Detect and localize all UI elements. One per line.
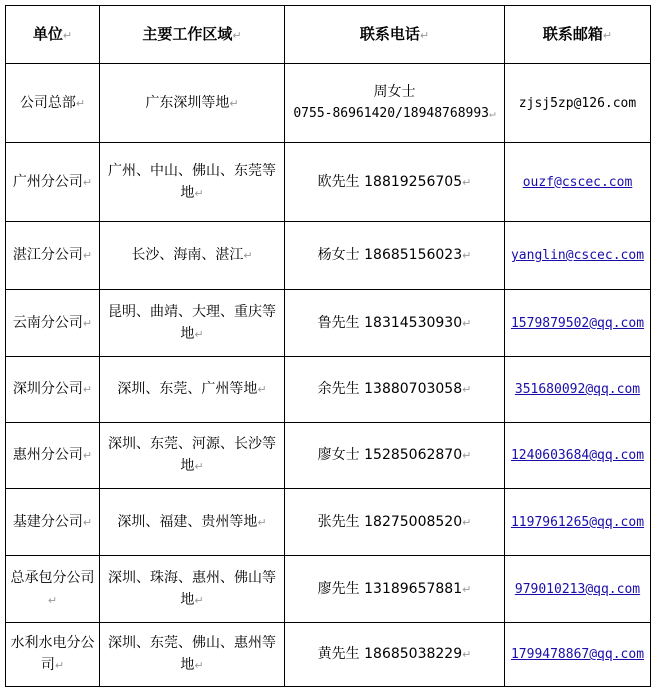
phone-cell xyxy=(285,357,505,423)
email-cell xyxy=(505,357,651,423)
contact-name: 杨女士 xyxy=(317,247,360,263)
paragraph-mark-icon: ↵ xyxy=(47,593,58,607)
phone-number: 18685156023 xyxy=(364,247,463,263)
paragraph-mark-icon: ↵ xyxy=(257,515,267,529)
table-row xyxy=(6,222,651,290)
email-text: zjsj5zp@126.com xyxy=(518,95,637,111)
unit-name: 湛江分公司 xyxy=(12,247,83,263)
paragraph-mark-icon: ↵ xyxy=(462,515,472,529)
area-cell xyxy=(100,489,285,556)
table-row xyxy=(6,357,651,423)
area-cell xyxy=(100,290,285,357)
phone-cell xyxy=(285,489,505,556)
contact-name: 张先生 xyxy=(317,513,360,530)
email-link[interactable]: 351680092@qq.com xyxy=(514,382,641,397)
area-text: 昆明、曲靖、大理、重庆等地 xyxy=(108,303,276,342)
header-email-label: 联系邮箱 xyxy=(542,24,603,43)
area-text: 深圳、珠海、惠州、佛山等地 xyxy=(108,569,276,608)
paragraph-mark-icon: ↵ xyxy=(82,515,93,529)
email-link[interactable]: ouzf@cscec.com xyxy=(522,174,633,190)
paragraph-mark-icon: ↵ xyxy=(82,249,93,262)
paragraph-mark-icon: ↵ xyxy=(82,175,93,189)
unit-name: 广州分公司 xyxy=(12,173,83,190)
unit-cell xyxy=(6,357,100,423)
phone-cell xyxy=(285,623,505,687)
paragraph-mark-icon: ↵ xyxy=(257,383,267,396)
unit-cell xyxy=(6,623,100,687)
paragraph-mark-icon: ↵ xyxy=(232,28,242,42)
unit-cell xyxy=(6,556,100,623)
header-row xyxy=(6,6,651,64)
paragraph-mark-icon: ↵ xyxy=(462,449,472,462)
unit-cell xyxy=(6,489,100,556)
header-unit xyxy=(6,6,100,64)
phone-number: 18819256705 xyxy=(364,173,463,190)
table-row xyxy=(6,489,651,556)
paragraph-mark-icon: ↵ xyxy=(602,28,613,42)
paragraph-mark-icon: ↵ xyxy=(229,96,239,110)
email-link[interactable]: 979010213@qq.com xyxy=(514,581,641,597)
phone-cell xyxy=(285,290,505,357)
email-link[interactable]: 1579879502@qq.com xyxy=(510,315,645,331)
paragraph-mark-icon: ↵ xyxy=(194,593,204,607)
unit-cell xyxy=(6,222,100,290)
contact-table-container xyxy=(5,5,651,687)
paragraph-mark-icon: ↵ xyxy=(462,249,472,262)
contact-name: 鲁先生 xyxy=(317,314,360,331)
header-email xyxy=(505,6,651,64)
paragraph-mark-icon: ↵ xyxy=(82,316,93,330)
table-row xyxy=(6,423,651,489)
email-cell xyxy=(505,143,651,222)
contact-name: 廖先生 xyxy=(317,580,360,597)
paragraph-mark-icon: ↵ xyxy=(462,383,472,396)
paragraph-mark-icon: ↵ xyxy=(194,186,204,200)
area-text: 长沙、海南、湛江 xyxy=(131,247,244,263)
unit-name: 总承包分公司 xyxy=(10,569,95,586)
area-cell xyxy=(100,222,285,290)
area-cell xyxy=(100,623,285,687)
contact-name: 廖女士 xyxy=(317,447,360,463)
phone-number: 18275008520 xyxy=(364,513,463,530)
area-text: 广东深圳等地 xyxy=(145,94,230,111)
table-row xyxy=(6,556,651,623)
paragraph-mark-icon: ↵ xyxy=(462,582,472,596)
contact-name: 黄先生 xyxy=(317,646,360,662)
phone-number: 13880703058 xyxy=(364,381,463,397)
header-area-label: 主要工作区域 xyxy=(142,24,233,43)
phone-cell xyxy=(285,143,505,222)
email-link[interactable]: yanglin@cscec.com xyxy=(510,248,645,263)
area-text: 深圳、福建、贵州等地 xyxy=(117,513,258,530)
phone-number: 13189657881 xyxy=(364,580,463,597)
unit-cell xyxy=(6,423,100,489)
phone-cell xyxy=(285,556,505,623)
area-text: 深圳、东莞、佛山、惠州等地 xyxy=(108,635,276,673)
paragraph-mark-icon: ↵ xyxy=(82,449,93,462)
table-row xyxy=(6,290,651,357)
unit-name: 云南分公司 xyxy=(12,314,83,331)
contact-table xyxy=(5,5,651,687)
paragraph-mark-icon: ↵ xyxy=(75,96,86,110)
unit-cell xyxy=(6,290,100,357)
email-cell xyxy=(505,623,651,687)
area-cell xyxy=(100,64,285,143)
email-link[interactable]: 1799478867@qq.com xyxy=(510,647,645,662)
area-text: 深圳、东莞、河源、长沙等地 xyxy=(108,436,276,474)
area-text: 广州、中山、佛山、东莞等地 xyxy=(108,162,276,201)
area-cell xyxy=(100,423,285,489)
paragraph-mark-icon: ↵ xyxy=(462,175,472,189)
table-row xyxy=(6,143,651,222)
unit-name: 基建分公司 xyxy=(12,513,83,530)
email-link[interactable]: 1240603684@qq.com xyxy=(510,448,645,463)
paragraph-mark-icon: ↵ xyxy=(462,648,472,661)
email-cell xyxy=(505,423,651,489)
email-cell xyxy=(505,290,651,357)
unit-cell xyxy=(6,64,100,143)
area-cell xyxy=(100,357,285,423)
unit-cell xyxy=(6,143,100,222)
unit-name: 深圳分公司 xyxy=(12,381,83,397)
phone-number: 18314530930 xyxy=(364,314,463,331)
table-row xyxy=(6,64,651,143)
phone-number: 15285062870 xyxy=(364,447,463,463)
header-phone-label: 联系电话 xyxy=(359,24,420,43)
email-link[interactable]: 1197961265@qq.com xyxy=(510,514,645,530)
unit-name: 惠州分公司 xyxy=(12,447,83,463)
table-row xyxy=(6,623,651,687)
email-cell xyxy=(505,489,651,556)
area-text: 深圳、东莞、广州等地 xyxy=(117,381,258,397)
email-cell xyxy=(505,64,651,143)
paragraph-mark-icon: ↵ xyxy=(243,249,253,262)
unit-name: 水利水电分公司 xyxy=(10,635,95,673)
area-cell xyxy=(100,143,285,222)
contact-name: 周女士 xyxy=(373,84,416,100)
paragraph-mark-icon: ↵ xyxy=(194,460,204,473)
phone-number: 0755-86961420/18948768993 xyxy=(293,106,490,121)
contact-name: 欧先生 xyxy=(317,173,360,190)
phone-cell xyxy=(285,64,505,143)
paragraph-mark-icon: ↵ xyxy=(489,107,496,120)
header-phone xyxy=(285,6,505,64)
paragraph-mark-icon: ↵ xyxy=(462,316,472,330)
email-cell xyxy=(505,222,651,290)
area-cell xyxy=(100,556,285,623)
unit-name: 公司总部 xyxy=(19,94,76,111)
phone-cell xyxy=(285,222,505,290)
phone-cell xyxy=(285,423,505,489)
paragraph-mark-icon: ↵ xyxy=(62,28,73,42)
paragraph-mark-icon: ↵ xyxy=(194,659,204,672)
paragraph-mark-icon: ↵ xyxy=(419,28,430,42)
email-cell xyxy=(505,556,651,623)
header-unit-label: 单位 xyxy=(32,24,63,43)
contact-name: 余先生 xyxy=(317,381,360,397)
paragraph-mark-icon: ↵ xyxy=(54,659,65,672)
paragraph-mark-icon: ↵ xyxy=(194,327,204,341)
phone-number: 18685038229 xyxy=(364,646,463,662)
header-area xyxy=(100,6,285,64)
paragraph-mark-icon: ↵ xyxy=(82,383,93,396)
